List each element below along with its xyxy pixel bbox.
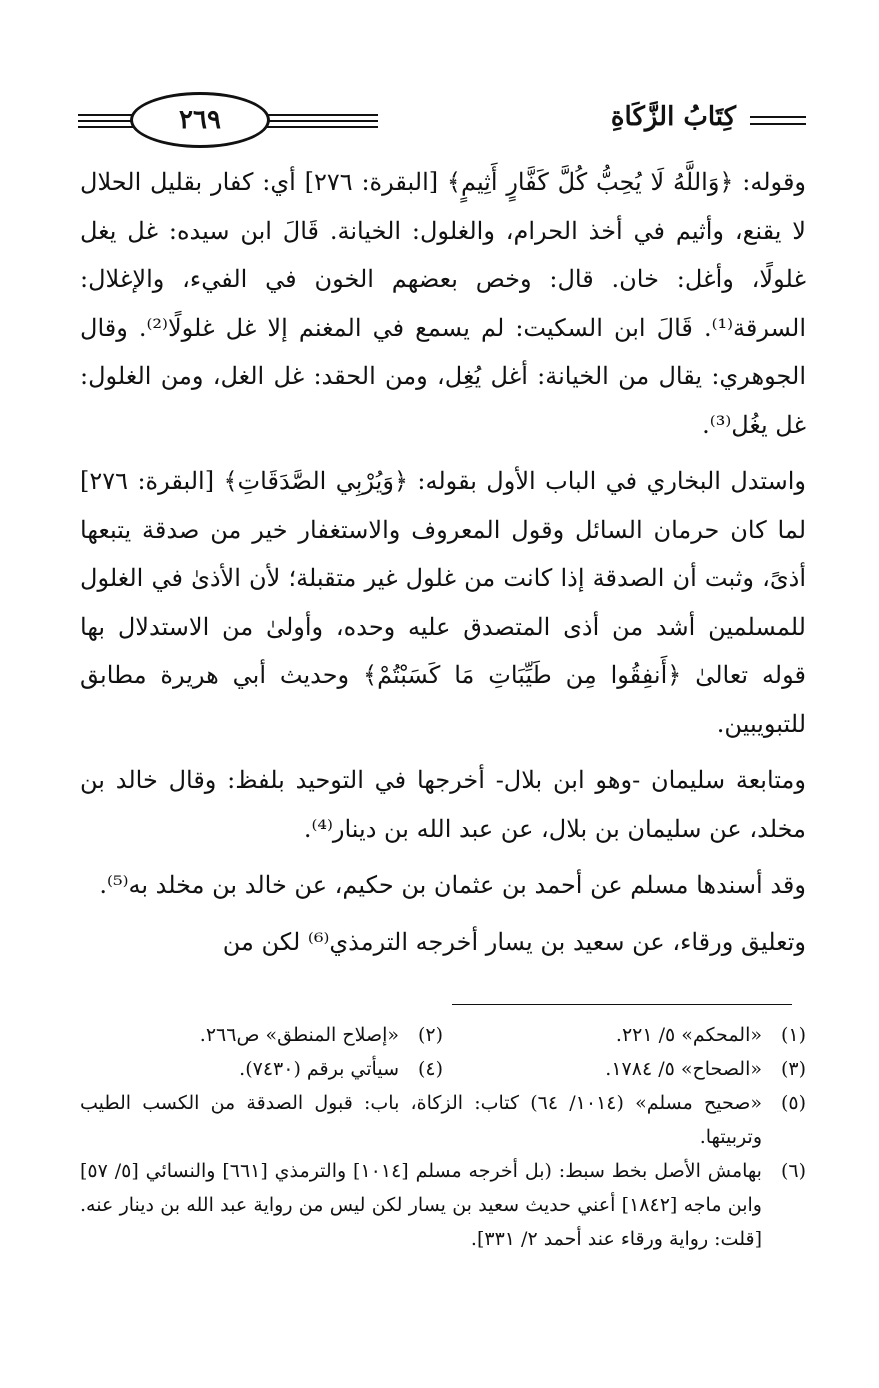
footnote-row	[80, 1018, 806, 1052]
paragraph: وقوله: ﴿وَاللَّهُ لَا يُحِبُّ كُلَّ كَفَّارٍ أَثِيمٍ﴾ [البقرة: ٢٧٦] أي: كفار بقليل الحلال لا يقنع، وأثيم في أخذ الحرام، والغلول: الخيانة. قَالَ ابن سيده: غل يغل غلولًا، وأغل: خان. قال: وخص بعضهم الخون في الفيء، والإغلال: السرقة⁽¹⁾. قَالَ ابن السكيت: لم يسمع في المغنم إلا غل غلولًا⁽²⁾. وقال الجوهري: يقال من الخيانة: أغل يُغِل، ومن الحقد: غل الغل، ومن الغلول: غل يغُل⁽³⁾.	[80, 168, 806, 439]
footnote-number: (٣)	[780, 1058, 806, 1080]
footnote	[80, 1086, 806, 1154]
header-rule	[750, 123, 806, 125]
footnote-number: (٤)	[417, 1058, 443, 1080]
footnote-text: «المحكم» ٥/ ٢٢١.	[615, 1024, 762, 1046]
footnote	[80, 1052, 443, 1086]
footnote-text: «الصحاح» ٥/ ١٧٨٤.	[605, 1058, 762, 1080]
chapter-title: كِتَابُ الزَّكَاةِ	[610, 102, 736, 132]
footnote-text: سيأتي برقم (٧٤٣٠).	[239, 1058, 399, 1080]
paragraph: وتعليق ورقاء، عن سعيد بن يسار أخرجه الترمذي⁽⁶⁾ لكن من	[222, 927, 806, 956]
footnote-separator	[452, 1004, 792, 1005]
footnote	[443, 1018, 806, 1052]
footnotes	[80, 1018, 806, 1256]
footnote-text: بهامش الأصل بخط سبط: (بل أخرجه مسلم [١٠١٤] والترمذي [٦٦١] والنسائي [٥/ ٥٧] وابن ماجه [١٨٤٢] أعني حديث سعيد بن يسار لكن ليس من رواية عبد الله بن دينار عنه. [قلت: رواية ورقاء عند أحمد ٢/ ٣٣١].	[80, 1160, 762, 1250]
footnote	[80, 1154, 806, 1256]
footnote	[80, 1018, 443, 1052]
footnote-row	[80, 1052, 806, 1086]
paragraph: واستدل البخاري في الباب الأول بقوله: ﴿وَيُرْبِي الصَّدَقَاتِ﴾ [البقرة: ٢٧٦] لما كان حرمان السائل وقول المعروف والاستغفار خير من صدقة يتبعها أذىً، وثبت أن الصدقة إذا كانت من غلول غير متقبلة؛ لأن الأذىٰ في الغلول للمسلمين أشد من أذى المتصدق عليه وحده، وأولىٰ من الاستدلال بها قوله تعالىٰ ﴿أَنفِقُوا مِن طَيِّبَاتِ مَا كَسَبْتُمْ﴾ وحديث أبي هريرة مطابق للتبويبين.	[80, 467, 806, 738]
footnote-number: (٥)	[780, 1092, 806, 1114]
paragraph: وقد أسندها مسلم عن أحمد بن عثمان بن حكيم، عن خالد بن مخلد به⁽⁵⁾.	[99, 871, 806, 899]
header-rule	[750, 116, 806, 118]
footnote-number: (٦)	[780, 1160, 806, 1182]
footnote-number: (١)	[780, 1024, 806, 1046]
page-header	[78, 92, 806, 150]
main-text	[80, 158, 806, 966]
footnote-text: «صحيح مسلم» (١٠١٤/ ٦٤) كتاب: الزكاة، باب: قبول الصدقة من الكسب الطيب وتربيتها.	[80, 1092, 762, 1148]
page-number: ٢٦٩	[130, 92, 270, 148]
footnote	[443, 1052, 806, 1086]
footnote-number: (٢)	[417, 1024, 443, 1046]
footnote-text: «إصلاح المنطق» ص٢٦٦.	[199, 1024, 399, 1046]
paragraph: ومتابعة سليمان -وهو ابن بلال- أخرجها في التوحيد بلفظ: وقال خالد بن مخلد، عن سليمان بن بلال، عن عبد الله بن دينار⁽⁴⁾.	[80, 766, 806, 843]
